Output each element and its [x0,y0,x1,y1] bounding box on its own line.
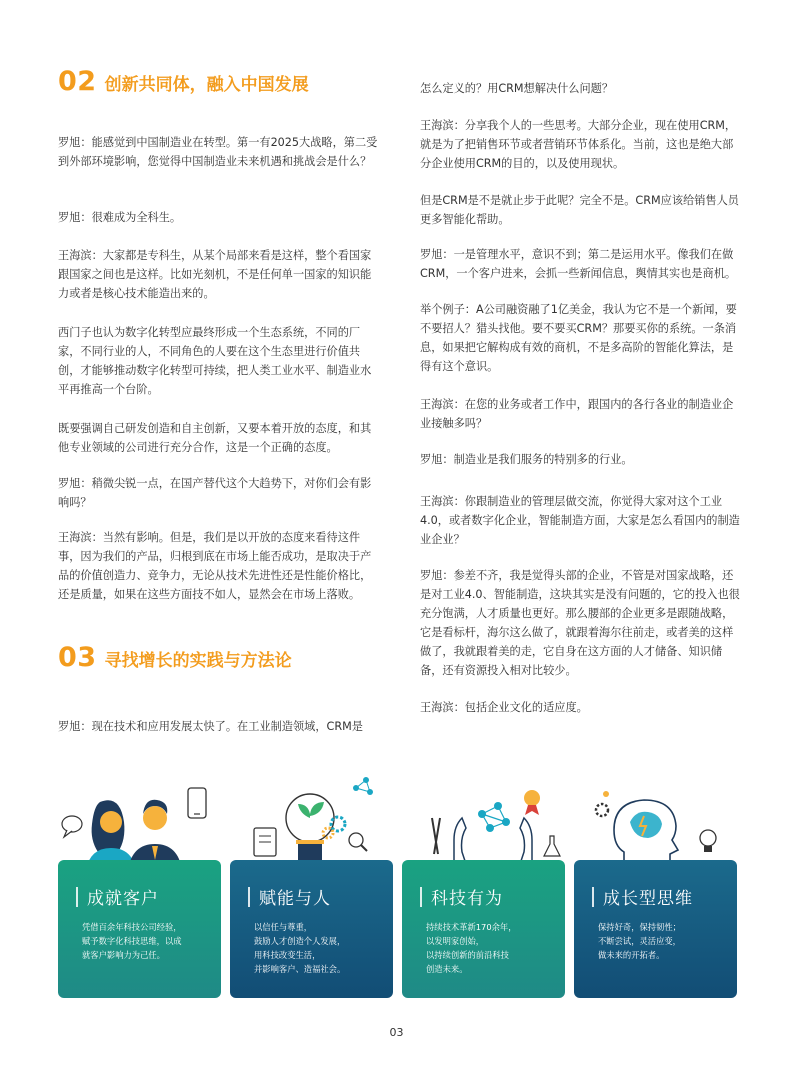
hands-illustration [410,770,573,870]
card-line: 持续技术革新170余年， [426,922,517,932]
paragraph: 王海滨：当然有影响。但是，我们是以开放的态度来看待这件事，因为我们的产品，归根到底在市场上能否成功，是取决于产品的价值创造力、竞争力，无论从技术先进性还是性能价格比，还是质量，如果在这些方面技不如人，显然会在市场上落败。 [58,531,372,601]
value-card-customer [58,860,221,998]
lightbulb-illustration [240,770,403,870]
value-card-growth [574,860,737,998]
card-description [82,920,208,962]
card-title: 成就客户 [87,889,159,909]
card-line: 以持续创新的前沿科技 [426,950,509,960]
tools-icon [432,818,440,854]
card-line: 鼓励人才创造个人发展， [254,936,346,946]
card-accent-bar [420,887,422,907]
network-icon [353,777,373,795]
card-accent-bar [248,887,250,907]
card-accent-bar [592,887,594,907]
page-number: 03 [389,1026,404,1039]
card-line: 以信任与尊重， [254,922,313,932]
medal-icon [524,790,540,815]
section-number: 03 [58,642,97,673]
card-line: 保持好奇，保持韧性； [598,922,681,932]
lightbulb-icon [700,830,716,852]
value-card-technology [402,860,565,998]
flask-icon [544,836,560,856]
section-title: 创新共同体，融入中国发展 [104,75,309,95]
card-line: 不断尝试，灵活应变， [598,936,681,946]
paragraph: 王海滨：大家都是专科生，从某个局部来看是这样，整个看国家跟国家之间也是这样。比如光刻机，不是任何单一国家的知识能力或者是核心技术能造出来的。 [58,249,372,300]
card-title: 成长型思维 [603,889,693,909]
paragraph: 罗旭：很难成为全科生。 [58,211,182,224]
paragraph: 怎么定义的？用CRM想解决什么问题？ [420,82,614,95]
section-02-heading [58,66,309,97]
paragraph: 罗旭：能感觉到中国制造业在转型。第一有2025大战略，第二受到外部环境影响，您觉得中国制造业未来机遇和挑战会是什么？ [58,136,378,168]
card-title: 科技有为 [431,889,503,909]
card-line: 赋予数字化科技思维，以成 [82,936,182,946]
speech-bubble-icon [62,816,82,837]
card-line: 凭借百余年科技公司经验， [82,922,182,932]
people-illustration [58,770,221,870]
paragraph: 王海滨：在您的业务或者工作中，跟国内的各行各业的制造业企业接触多吗？ [420,398,734,430]
card-line: 并影响客户、造福社会。 [254,964,346,974]
card-line: 以发明家创始， [426,936,485,946]
paragraph: 王海滨：你跟制造业的管理层做交流，你觉得大家对这个工业4.0，或者数字化企业，智能制造方面，大家是怎么看国内的制造业企业？ [420,495,740,546]
section-number: 02 [58,66,97,97]
card-accent-bar [76,887,78,907]
paragraph: 王海滨：包括企业文化的适应度。 [420,701,588,714]
card-description [598,920,724,962]
paragraph: 但是CRM是不是就止步于此呢？完全不是。CRM应该给销售人员更多智能化帮助。 [420,194,739,226]
paragraph: 罗旭：一是管理水平，意识不到；第二是运用水平。像我们在做CRM，一个客户进来，会抓一些新闻信息，舆情其实也是商机。 [420,248,737,280]
card-line: 用科技改变生活， [254,950,321,960]
card-description [426,920,552,976]
card-line: 做未来的开拓者。 [598,950,665,960]
paragraph: 西门子也认为数字化转型应最终形成一个生态系统，不同的厂家，不同行业的人，不同角色的人要在这个生态里进行价值共创，才能够推动数字化转型可持续，把人类工业水平、制造业水平再推高一个台阶。 [58,326,372,396]
phone-icon [188,788,206,818]
clipboard-icon [254,828,276,856]
paragraph: 王海滨：分享我个人的一些思考。大部分企业，现在使用CRM，就是为了把销售环节或者营销环节体系化。当前，这也是绝大部分企业使用CRM的目的，以及使用现状。 [420,119,737,170]
section-title: 寻找增长的实践与方法论 [104,651,292,671]
card-line: 就客户影响力为己任。 [82,950,165,960]
network-icon [478,802,510,832]
paragraph: 举个例子：A公司融资融了1亿美金，我认为它不是一个新闻，要不要招人？猎头找他。要不要买CRM？那要买你的系统。一条消息，如果把它解构成有效的商机，不是多高阶的智能化算法，是得有这个意识。 [420,303,737,373]
card-line: 创造未来。 [426,964,468,974]
brain-illustration [580,770,743,870]
card-description [254,920,380,976]
value-card-empower [230,860,393,998]
paragraph: 罗旭：稍微尖锐一点，在国产替代这个大趋势下，对你们会有影响吗？ [58,477,372,509]
section-03-heading [58,642,292,673]
magnifier-icon [349,833,367,851]
paragraph: 罗旭：现在技术和应用发展太快了。在工业制造领域，CRM是 [58,720,363,733]
paragraph: 既要强调自己研发创造和自主创新，又要本着开放的态度，和其他专业领域的公司进行充分合作，这是一个正确的态度。 [58,422,372,454]
card-title: 赋能与人 [259,889,331,909]
paragraph: 罗旭：制造业是我们服务的特别多的行业。 [420,453,633,466]
gear-icon [596,791,609,816]
paragraph: 罗旭：参差不齐，我是觉得头部的企业，不管是对国家战略，还是对工业4.0、智能制造，这块其实是没有问题的，它的投入也很充分饱满，人才质量也更好。那么腰部的企业更多是跟随战略，它是看标杆，海尔这么做了，就跟着海尔往前走，或者美的这样做了，我就跟着美的走，它自身在这方面的人才储备、知识储备，还有资源投入相对比较少。 [420,569,740,677]
